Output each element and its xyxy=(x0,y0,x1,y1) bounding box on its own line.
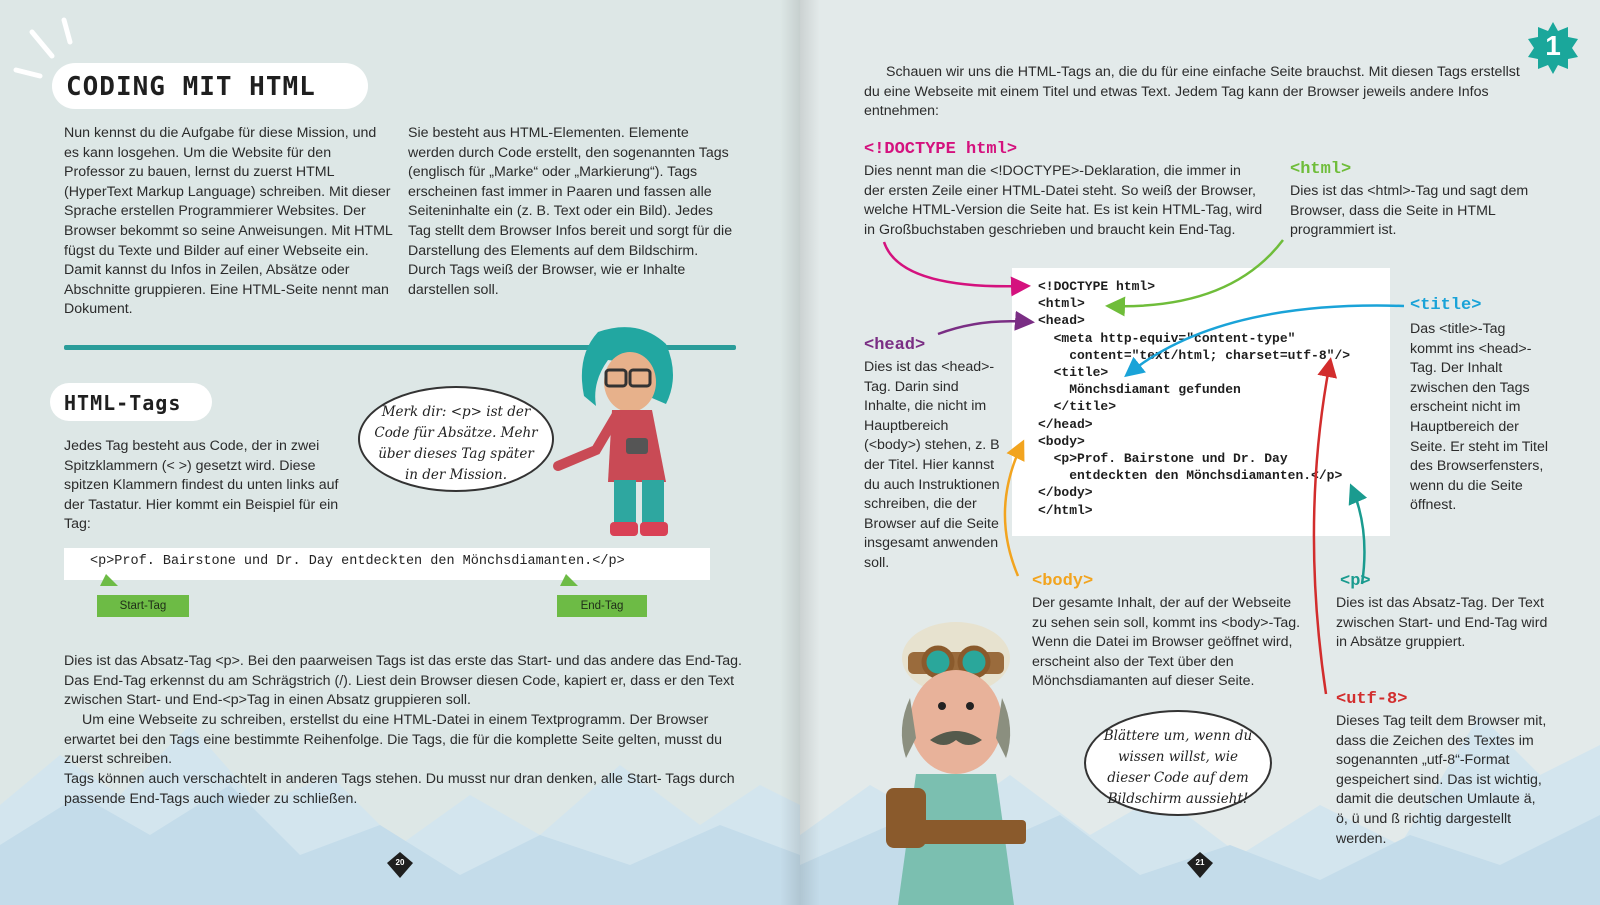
p-description: Dies ist das Absatz-Tag. Der Text zwischen Start- und End-Tag wird in Absätze gruppiert. xyxy=(1336,595,1548,651)
intro-column-1: Nun kennst du die Aufgabe für diese Mission, und es kann losgehen. Um die Website für den Professor zu bauen, lernst du zuerst HTML (HyperText Markup Language) schreiben. Mit dieser Sprache erstellen Programmierer Websites. Der Browser bekommt so seine Anweisungen. Mit HTML fügst du Texte und Bilder auf einer Webseite ein. Damit kannst du Infos in Zeilen, Absätze oder Abschnitte gruppieren. Eine HTML-Seite nennt man Dokument. xyxy=(64,125,393,318)
paragraph-3: Tags können auch verschachtelt in anderen Tags stehen. Du musst nur dran denken, alle Start- Tags durch passende End-Tags auch wieder zu schließen. xyxy=(64,771,735,807)
html-code-listing: <!DOCTYPE html> <html> <head> <meta http-equiv="content-type" content="text/html; charset=utf-8"/> <title> Mönchsdiamant gefunden </title> </head> <body> <p>Prof. Bairstone und Dr. Day entdeckten den Mönchsdiamanten.</p> </body> </html> xyxy=(1012,268,1390,536)
bubble-text: Merk dir: <p> ist der Code für Absätze. Mehr über dieses Tag später in der Mission. xyxy=(374,404,538,483)
head-description: Dies ist das <head>-Tag. Darin sind Inhalte, die nicht im Hauptbereich (<body>) stehen, z. B der Titel. Hier kannst du auch Instruktionen schreiben, die der Browser auf die Seite insgesamt anwenden soll. xyxy=(864,359,1000,571)
intro-column-2: Sie besteht aus HTML-Elementen. Elemente werden durch Code erstellt, den sogenannten Tags (englisch für „Marke“ oder „Markierung“). Tags erscheinen fast immer in Paaren und fassen alle Seiteninhalte ein (z. B. Text oder ein Bild). Jedes Tag stellt dem Browser Infos bereit und sorgt für die Darstellung des Elements auf dem Bildschirm. Durch Tags weiß der Browser, wie er Inhalte darstellen soll. xyxy=(408,125,733,298)
doctype-tag-title: <!DOCTYPE html> xyxy=(864,140,1018,159)
end-tag-label: End-Tag xyxy=(557,595,647,617)
intro-text: Schauen wir uns die HTML-Tags an, die du für eine einfache Seite brauchst. Mit diesen Tags erstellst du eine Webseite mit einem Titel und etwas Text. Jedem Tag kann der Browser jeweils andere Infos entnehmen: xyxy=(864,64,1520,120)
utf8-description: Dieses Tag teilt dem Browser mit, dass die Zeichen des Textes im sogenannten „utf-8“-Format gespeichert sind. Das ist wichtig, damit die deutschen Umlaute ä, ö, ü und ß richtig dargestellt werden. xyxy=(1336,713,1547,847)
bubble-text-professor: Blättere um, wenn du wissen willst, wie dieser Code auf dem Bildschirm aussieht! xyxy=(1103,728,1253,807)
html-description: Dies ist das <html>-Tag und sagt dem Browser, dass die Seite in HTML programmiert ist. xyxy=(1290,183,1529,239)
paragraph-1: Dies ist das Absatz-Tag <p>. Bei den paarweisen Tags ist das erste das Start- und das andere das End-Tag. Das End-Tag erkennst du am Schrägstrich (/). Liest dein Browser diesen Code, kapiert er, dass er den Text zwischen Start- und End-<p>Tag in einen Absatz gruppieren soll. xyxy=(64,653,742,709)
head-tag-title: <head> xyxy=(864,336,926,355)
right-page xyxy=(800,0,1600,905)
girl-character xyxy=(548,326,718,548)
speech-bubble-professor xyxy=(1084,710,1272,816)
page-number-right: 21 xyxy=(1195,858,1205,867)
section-heading: HTML-Tags xyxy=(64,391,182,415)
paragraph-2: Um eine Webseite zu schreiben, erstellst du eine HTML-Datei in einem Textprogramm. Der Browser erwartet bei den Tags eine bestimmte Reihenfolge. Die Tags, die für die komplette Seite gelten, musst du zuerst schreiben. xyxy=(64,712,722,768)
doctype-description: Dies nennt man die <!DOCTYPE>-Deklaration, die immer in der ersten Zeile einer HTML-Datei steht. So weiß der Browser, welche HTML-Version die Seite hat. Es ist kein HTML-Tag, wird in Großbuchstaben geschrieben und braucht kein End-Tag. xyxy=(864,163,1263,238)
body-tag-title: <body> xyxy=(1032,572,1094,591)
speech-bubble-girl xyxy=(358,386,554,492)
example-code: <p>Prof. Bairstone und Dr. Day entdeckten den Mönchsdiamanten.</p> xyxy=(64,548,710,580)
tags-intro: Jedes Tag besteht aus Code, der in zwei Spitzklammern (< >) gesetzt wird. Diese spitzen Klammern findest du unten links auf der Tastatur. Hier kommt ein Beispiel für ein Tag: xyxy=(64,438,339,533)
p-tag-title: <p> xyxy=(1340,572,1371,591)
book-gutter xyxy=(780,0,820,905)
page-title: CODING MIT HTML xyxy=(66,72,316,102)
utf8-tag-title: <utf-8> xyxy=(1336,690,1408,709)
title-description: Das <title>-Tag kommt ins <head>-Tag. Der Inhalt zwischen den Tags erscheint nicht im Hauptbereich der Seite. Er steht im Titel des Browserfensters, wenn du die Seite öffnest. xyxy=(1410,321,1548,514)
start-tag-label: Start-Tag xyxy=(97,595,189,617)
html-tag-title: <html> xyxy=(1290,160,1352,179)
professor-character xyxy=(846,618,1070,905)
page-number-left: 20 xyxy=(395,858,405,867)
body-description: Der gesamte Inhalt, der auf der Webseite zu sehen sein soll, kommt ins <body>-Tag. Wenn die Datei im Browser geöffnet wird, erscheint also der Text über den Mönchsdiamanten auf dieser Seite. xyxy=(1032,595,1301,690)
chapter-number: 1 xyxy=(1545,30,1561,61)
title-tag-title: <title> xyxy=(1410,296,1482,315)
